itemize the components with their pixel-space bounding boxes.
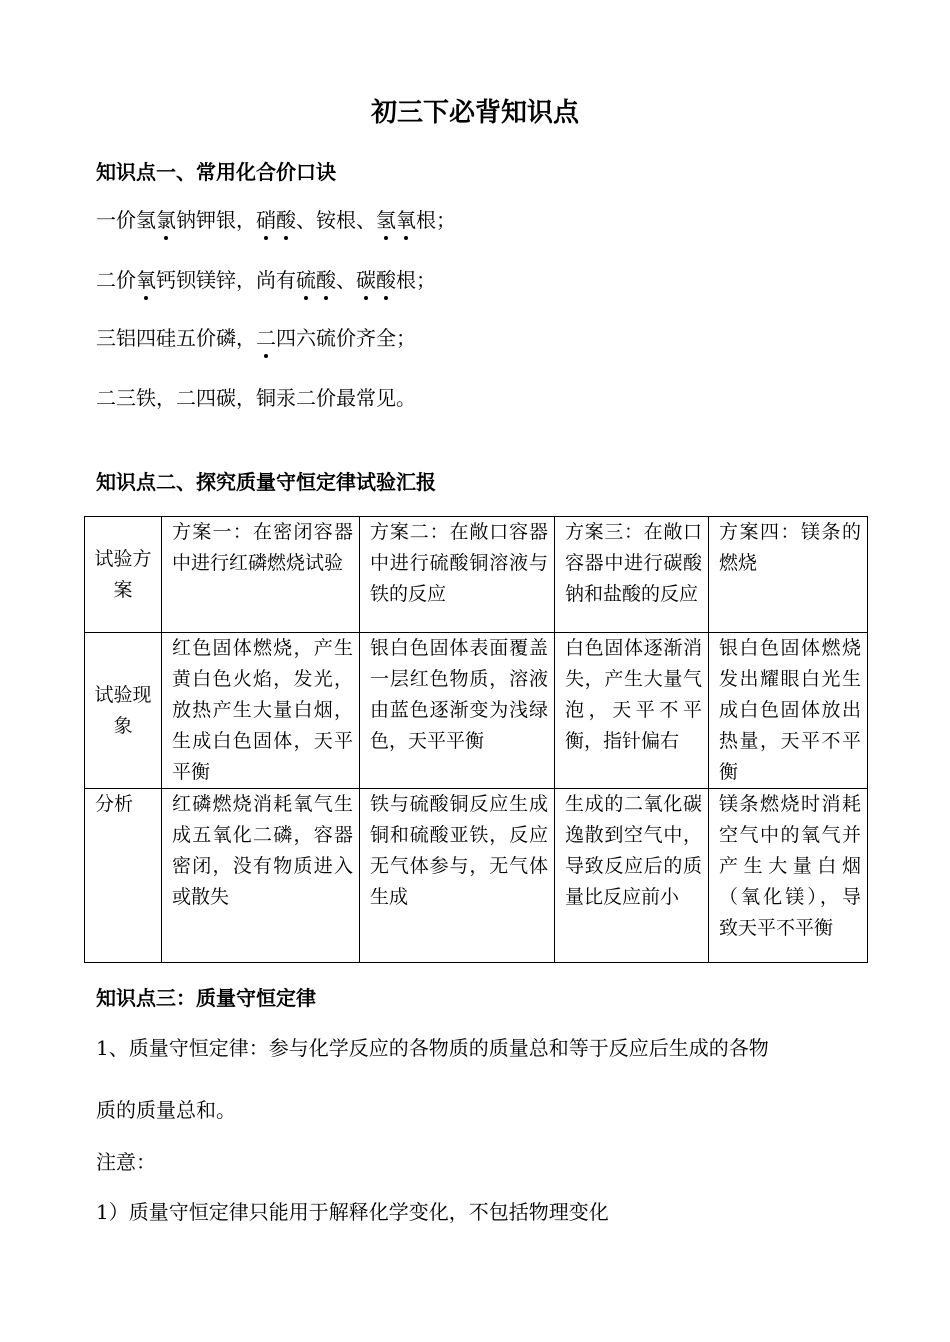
section-heading-valence: 知识点一、常用化合价口诀 [96,160,336,184]
emphasis-char: 氧 [136,268,156,292]
row-header-plan: 试验方案 [85,517,162,633]
table-cell: 方案二：在敞口容器中进行硫酸铜溶液与铁的反应 [360,517,555,633]
emphasis-char: 氢 [376,208,396,232]
emphasis-char: 碳 [356,268,376,292]
table-cell: 银白色固体燃烧发出耀眼白光生成白色固体放出热量，天平不平衡 [709,633,868,789]
text-span: 、 [336,268,356,292]
emphasis-char: 酸 [276,208,296,232]
table-cell: 红磷燃烧消耗氧气生成五氧化二磷，容器密闭，没有物质进入或散失 [162,789,360,963]
emphasis-char: 二 [256,326,276,350]
text-span: 根； [396,268,436,292]
experiment-table [84,516,868,963]
table-cell: 白色固体逐渐消失，产生大量气泡，天平不平衡，指针偏右 [555,633,709,789]
table-cell: 方案一：在密闭容器中进行红磷燃烧试验 [162,517,360,633]
page-title: 初三下必背知识点 [370,98,579,128]
emphasis-char: 硫 [296,268,316,292]
valence-line-4: 二三铁，二四碳，铜汞二价最常见。 [96,386,416,410]
table-row-analysis [85,789,868,963]
table-cell: 方案四：镁条的燃烧 [709,517,868,633]
table-row-phenomena [85,633,868,789]
table-cell: 铁与硫酸铜反应生成铜和硫酸亚铁，反应无气体参与，无气体生成 [360,789,555,963]
law-text-line-2: 质的质量总和。 [96,1098,236,1122]
emphasis-char: 氯 [156,208,176,232]
valence-line-1 [96,206,456,234]
table-cell: 银白色固体表面覆盖一层红色物质，溶液由蓝色逐渐变为浅绿色，天平平衡 [360,633,555,789]
emphasis-char: 酸 [376,268,396,292]
note-item-1: 1）质量守恒定律只能用于解释化学变化，不包括物理变化 [96,1200,609,1224]
law-text-line-1: 1、质量守恒定律：参与化学反应的各物质的质量总和等于反应后生成的各物 [96,1036,769,1060]
section-heading-conservation: 知识点三：质量守恒定律 [96,986,316,1010]
text-span: 钙钡镁锌，尚有 [156,268,296,292]
emphasis-char: 氧 [396,208,416,232]
text-span: 三铝四硅五价磷， [96,326,256,350]
emphasis-char: 酸 [316,268,336,292]
table-cell: 方案三：在敞口容器中进行碳酸钠和盐酸的反应 [555,517,709,633]
text-span: 、铵根、 [296,208,376,232]
valence-line-3 [96,324,416,352]
row-header-analysis: 分析 [85,789,162,963]
text-span: 四六硫价齐全； [276,326,416,350]
text-span: 钠钾银， [176,208,256,232]
table-cell: 生成的二氧化碳逸散到空气中，导致反应后的质量比反应前小 [555,789,709,963]
text-span: 一价氢 [96,208,156,232]
section-heading-experiment: 知识点二、探究质量守恒定律试验汇报 [96,470,436,494]
valence-line-2 [96,266,436,294]
text-span: 根； [416,208,456,232]
emphasis-char: 硝 [256,208,276,232]
text-span: 二价 [96,268,136,292]
row-header-phenomena: 试验现象 [85,633,162,789]
table-cell: 红色固体燃烧，产生黄白色火焰，发光，放热产生大量白烟，生成白色固体，天平平衡 [162,633,360,789]
table-cell: 镁条燃烧时消耗空气中的氧气并产生大量白烟（氧化镁），导致天平不平衡 [709,789,868,963]
note-label: 注意： [96,1150,156,1174]
table-row-plans [85,517,868,633]
